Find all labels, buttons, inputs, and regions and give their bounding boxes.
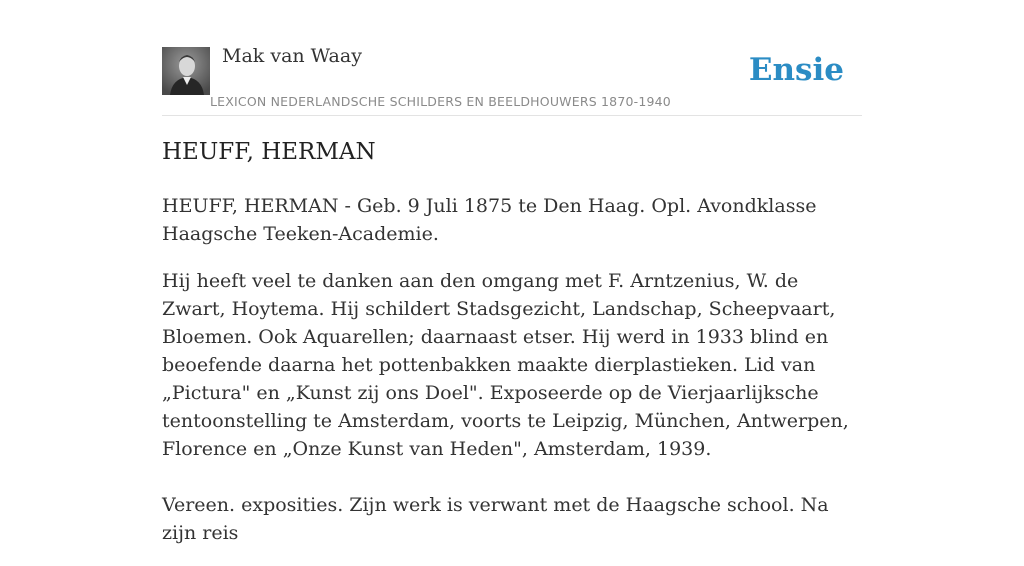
entry-body: [162, 192, 862, 566]
entry-paragraph: HEUFF, HERMAN - Geb. 9 Juli 1875 te Den Haag. Opl. Avondklasse Haagsche Teeken-Academie.: [162, 195, 817, 245]
entry-title: HEUFF, HERMAN: [162, 139, 376, 165]
work-title-link[interactable]: LEXICON NEDERLANDSCHE SCHILDERS EN BEELDHOUWERS 1870-1940: [210, 94, 671, 109]
author-portrait-icon: [162, 47, 210, 95]
content-column: [162, 0, 862, 544]
author-avatar[interactable]: [162, 47, 210, 95]
header: [162, 0, 862, 116]
entry-paragraph: Vereen. exposities. Zijn werk is verwant met de Haagsche school. Na zijn reis: [162, 494, 829, 544]
author-name-link[interactable]: Mak van Waay: [222, 45, 362, 67]
entry-paragraph: Hij heeft veel te danken aan den omgang met F. Arntzenius, W. de Zwart, Hoytema. Hij schildert Stadsgezicht, Landschap, Scheepvaart, Bloemen. Ook Aquarellen; daarnaast etser. Hij werd in 1933 blind en beoefende daarna het pottenbakken maakte dierplastieken. Lid van „Pictura" en „Kunst zij ons Doel". Exposeerde op de Vierjaarlijksche tentoonstelling te Amsterdam, voorts te Leipzig, München, Antwerpen, Florence en „Onze Kunst van Heden", Amsterdam, 1939.: [162, 270, 849, 460]
ensie-logo[interactable]: Ensie: [748, 52, 844, 88]
